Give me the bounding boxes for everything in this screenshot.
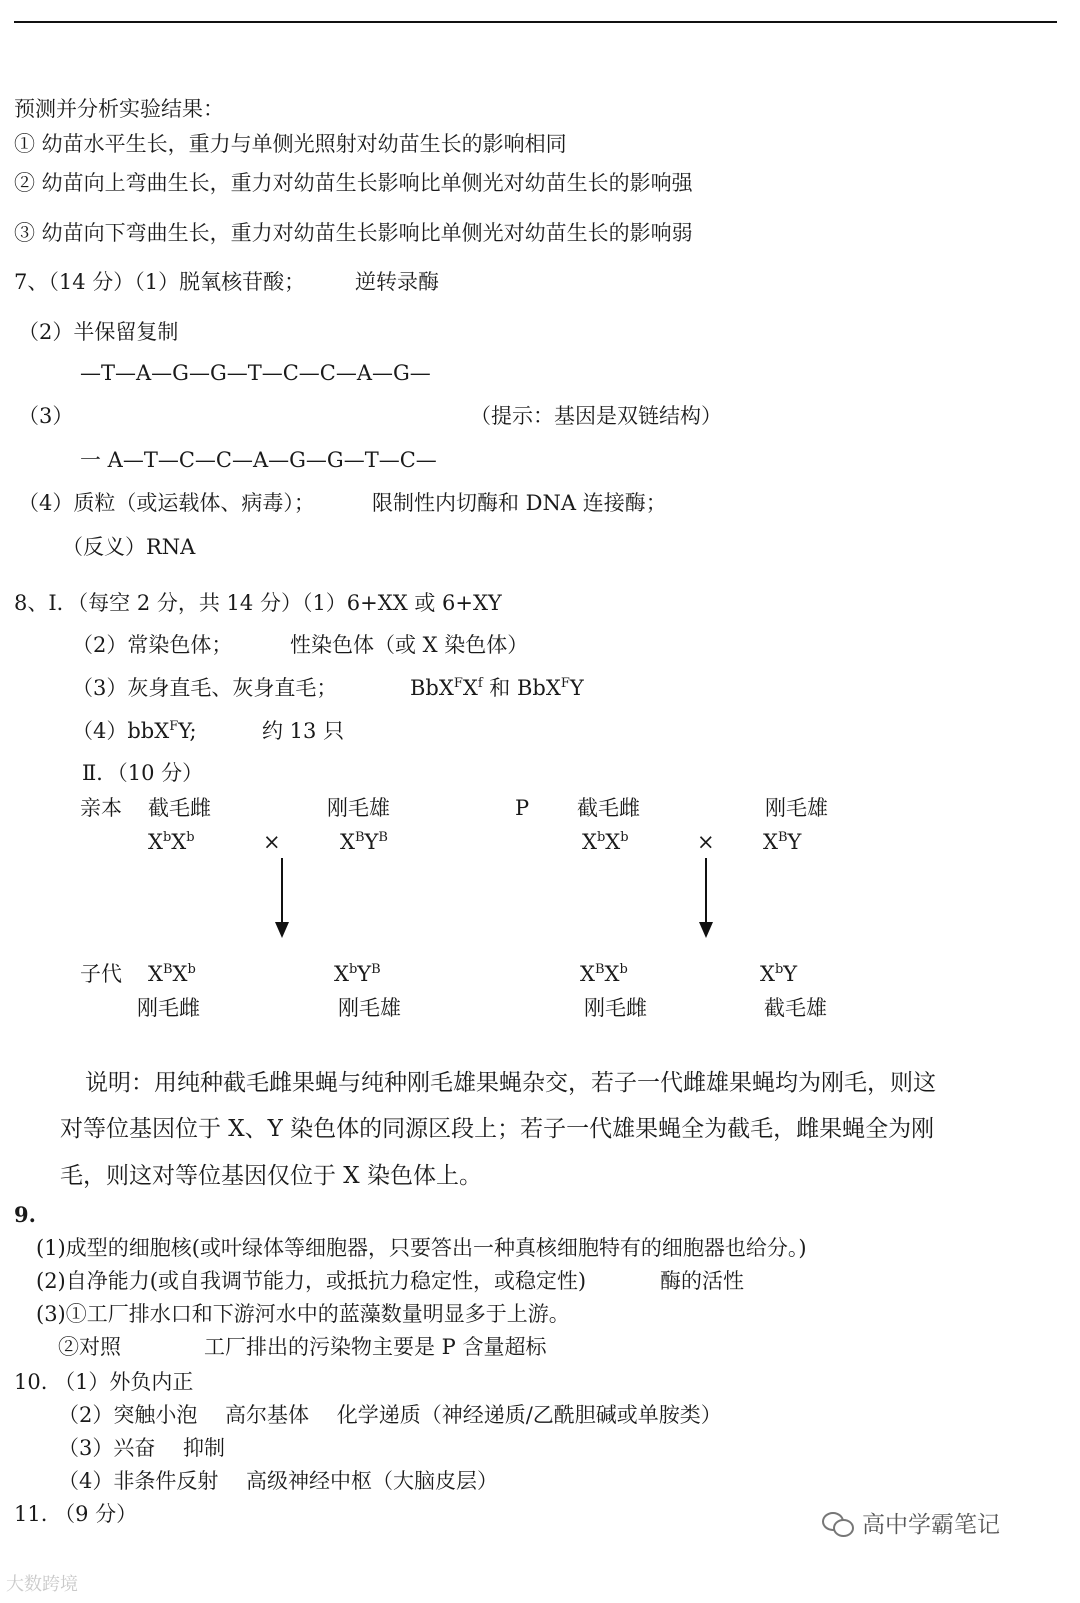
cross2-parent-label: P: [515, 796, 530, 820]
watermark-right-text: 高中学霸笔记: [862, 1512, 1000, 1538]
cross1-female-genotype: $X^bX^b$: [148, 830, 195, 854]
q9-part2: (2)自净能力(或自我调节能力，或抵抗力稳定性，或稳定性): [36, 1269, 587, 1293]
q8-part2-b: 性染色体（或 X 染色体）: [290, 633, 529, 657]
header-rule: [14, 21, 1057, 23]
cross2-child2-genotype: $X^bY$: [760, 962, 798, 986]
q7-hint: （提示：基因是双链结构）: [470, 404, 722, 428]
dna-sequence-2: 一 A—T—C—C—A—G—G—T—C—: [80, 448, 437, 472]
result-2: ② 幼苗向上弯曲生长，重力对幼苗生长影响比单侧光对幼苗生长的影响强: [14, 171, 693, 195]
wechat-icon: [822, 1510, 854, 1536]
cross1-parent-label: 亲本: [80, 796, 122, 820]
cross1-child2-phenotype: 刚毛雄: [338, 996, 401, 1020]
dna-sequence-1: —T—A—G—G—T—C—C—A—G—: [80, 361, 431, 385]
cross1-arrowhead: [275, 922, 289, 938]
q8-part2: （2）常染色体；: [72, 633, 233, 657]
q7-part3: （3）: [18, 404, 74, 428]
cross2-child1-genotype: $X^BX^b$: [580, 962, 628, 986]
q7-part5: （反义）RNA: [62, 535, 196, 559]
cross2-male: 刚毛雄: [765, 796, 828, 820]
q7-part4: （4）质粒（或运载体、病毒）；: [18, 491, 315, 515]
cross1-arrow: [281, 858, 283, 924]
cross1-child2-genotype: $X^bY^B$: [334, 962, 381, 986]
watermark-left: 大数跨境: [6, 1574, 78, 1595]
q9-part3-2: ②对照: [58, 1335, 121, 1359]
q7-part2: （2）半保留复制: [18, 320, 179, 344]
cross1-child1-genotype: $X^BX^b$: [148, 962, 196, 986]
q9-heading: 9.: [14, 1202, 36, 1227]
result-1: ① 幼苗水平生长，重力与单侧光照射对幼苗生长的影响相同: [14, 132, 567, 156]
q9-part1: (1)成型的细胞核(或叶绿体等细胞器，只要答出一种真核细胞特有的细胞器也给分。): [36, 1236, 807, 1260]
q8-part4: （4）bbX$^F$Y;: [72, 719, 197, 743]
q8-part3-genotypes: $BbX^FX^f$ 和 BbX$^F$Y: [410, 676, 584, 700]
result-heading: 预测并分析实验结果：: [14, 97, 224, 121]
q11-heading: 11. （9 分）: [14, 1502, 138, 1526]
q10-part2: （2）突触小泡 高尔基体 化学递质（神经递质/乙酰胆碱或单胺类）: [58, 1403, 722, 1427]
cross1-male: 刚毛雄: [327, 796, 390, 820]
q10-part4: （4）非条件反射 高级神经中枢（大脑皮层）: [58, 1469, 499, 1493]
cross1-child1-phenotype: 刚毛雌: [137, 996, 200, 1020]
cross1-child-label: 子代: [80, 962, 122, 986]
cross2-times: ×: [697, 830, 715, 854]
watermark-right: [822, 1506, 1000, 1539]
q8-part-II: Ⅱ．（10 分）: [82, 761, 204, 785]
q9-part3: (3)①工厂排水口和下游河水中的蓝藻数量明显多于上游。: [36, 1302, 570, 1326]
cross2-arrowhead: [699, 922, 713, 938]
q8-part4-b: 约 13 只: [262, 719, 345, 743]
cross1-male-genotype: $X^BY^B$: [340, 830, 388, 854]
q8-heading: 8、Ⅰ．（每空 2 分，共 14 分）（1）6+XX 或 6+XY: [14, 591, 502, 615]
cross2-male-genotype: $X^BY$: [763, 830, 802, 854]
q9-part3-2-b: 工厂排出的污染物主要是 P 含量超标: [204, 1335, 547, 1359]
cross1-female: 截毛雌: [148, 796, 211, 820]
q7-part1: 7、（14 分）（1）脱氧核苷酸；: [14, 270, 306, 294]
cross1-times: ×: [263, 830, 281, 854]
q7-part1-b: 逆转录酶: [355, 270, 439, 294]
q9-part2-b: 酶的活性: [660, 1269, 744, 1293]
q7-part4-b: 限制性内切酶和 DNA 连接酶；: [372, 491, 667, 515]
note-line-1: 说明：用纯种截毛雌果蝇与纯种刚毛雄果蝇杂交，若子一代雌雄果蝇均为刚毛，则这: [85, 1070, 936, 1096]
cross2-female-genotype: $X^bX^b$: [582, 830, 629, 854]
cross2-female: 截毛雌: [577, 796, 640, 820]
cross2-child2-phenotype: 截毛雄: [764, 996, 827, 1020]
cross2-arrow: [705, 858, 707, 924]
q10-heading: 10. （1）外负内正: [14, 1370, 194, 1394]
result-3: ③ 幼苗向下弯曲生长，重力对幼苗生长影响比单侧光对幼苗生长的影响弱: [14, 221, 693, 245]
q10-part3: （3）兴奋 抑制: [58, 1436, 226, 1460]
cross2-child1-phenotype: 刚毛雌: [584, 996, 647, 1020]
q8-part3: （3）灰身直毛、灰身直毛；: [72, 676, 338, 700]
note-line-2: 对等位基因位于 X、Y 染色体的同源区段上；若子一代雄果蝇全为截毛，雌果蝇全为刚: [60, 1116, 935, 1142]
note-line-3: 毛，则这对等位基因仅位于 X 染色体上。: [60, 1163, 482, 1189]
